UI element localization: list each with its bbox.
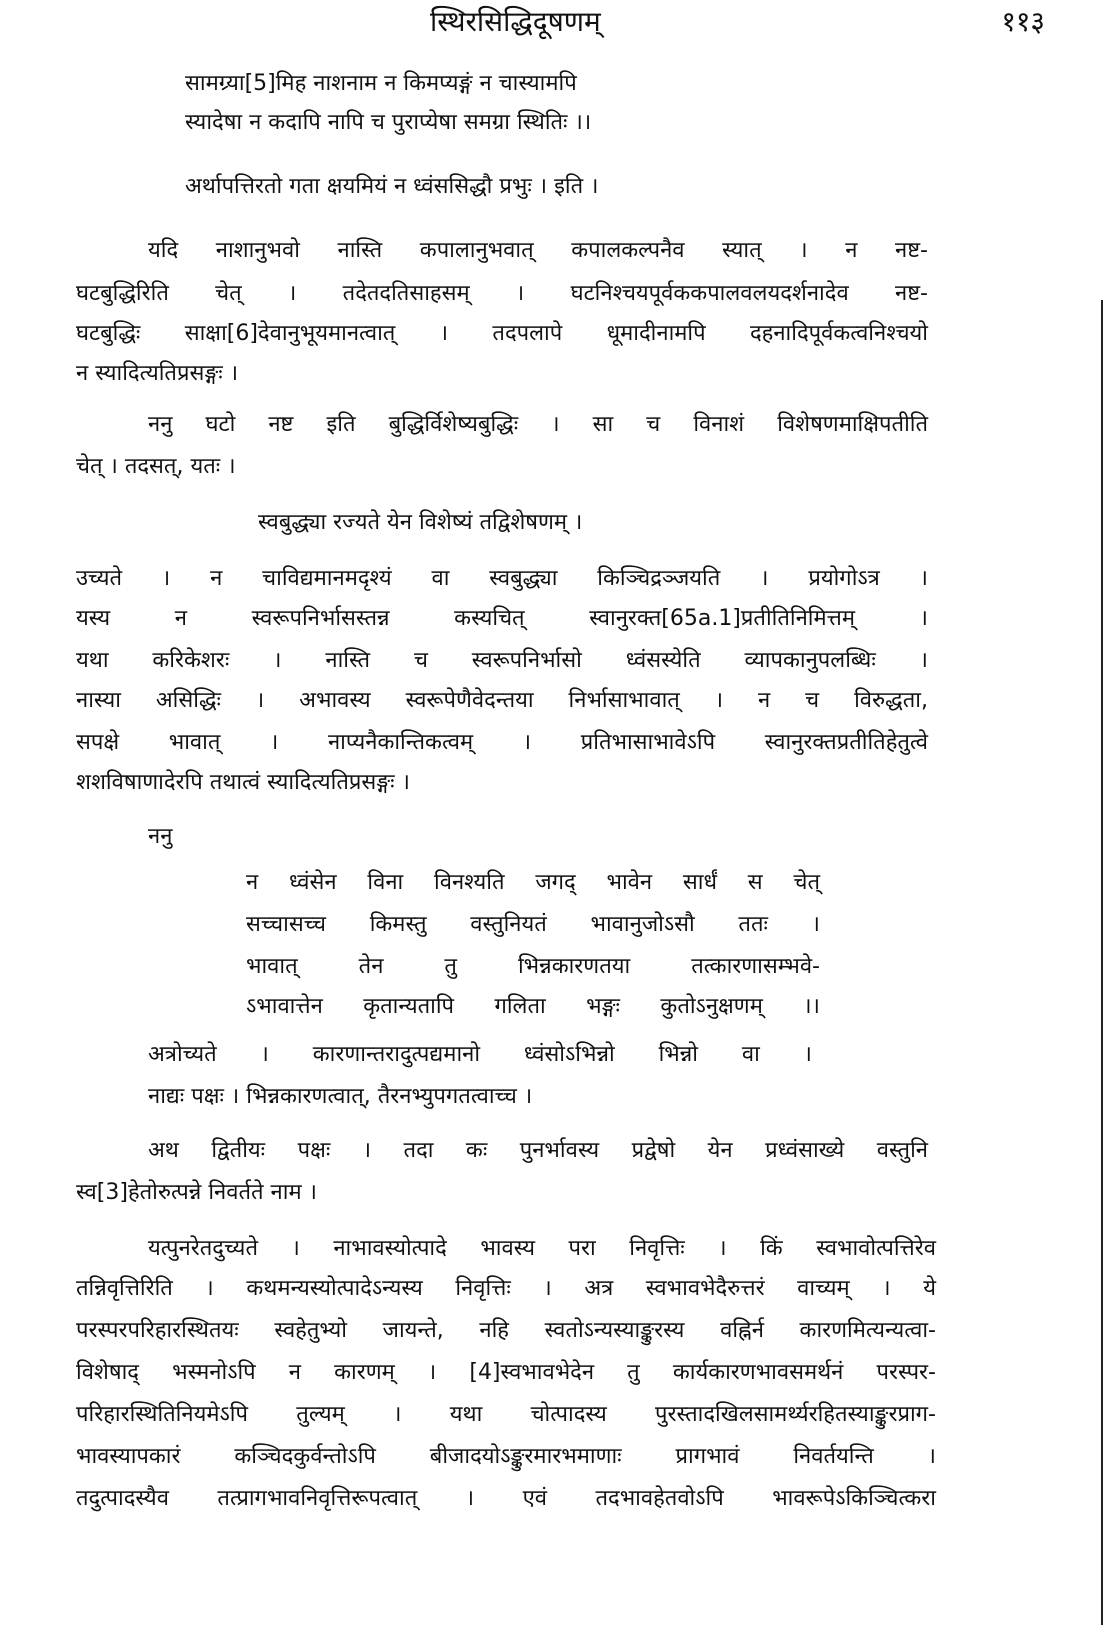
verse2-line-3: भावात् तेन तु भिन्नकारणतया तत्कारणासम्भवे-	[246, 954, 820, 979]
para6-line-6: भावस्यापकारं कञ्चिदकुर्वन्तोऽपि बीजादयोऽङ्कुरमारभमाणाः प्रागभावं निवर्तयन्ति ।	[76, 1444, 936, 1469]
para6-line-1: यत्पुनरेतदुच्यते । नाभावस्योत्पादे भावस्य परा निवृत्तिः । किं स्वभावोत्पत्तिरेव	[148, 1236, 936, 1261]
nanu-label: ननु	[148, 824, 173, 849]
para6-line-2: तन्निवृत्तिरिति । कथमन्यस्योत्पादेऽन्यस्य निवृत्तिः । अत्र स्वभावभेदैरुत्तरं वाच्यम् । ये	[76, 1276, 936, 1301]
para3-line-5: सपक्षे भावात् । नाप्यनैकान्तिकत्वम् । प्रतिभासाभावेऽपि स्वानुरक्तप्रतीतिहेतुत्वे	[76, 730, 928, 755]
para1-line-1: यदि नाशानुभवो नास्ति कपालानुभवात् कपालकल्पनैव स्यात् । न नष्ट-	[148, 238, 928, 263]
para1-line-2: घटबुद्धिरिति चेत् । तदेतदतिसाहसम् । घटनिश्चयपूर्वककपालवलयदर्शनादेव नष्ट-	[76, 281, 928, 306]
page-header-title: स्थिरसिद्धिदूषणम्	[430, 5, 601, 38]
para1-line-4: न स्यादित्यतिप्रसङ्गः ।	[76, 361, 239, 386]
scan-edge-line	[1101, 300, 1103, 1625]
para6-line-5: परिहारस्थितिनियमेऽपि तुल्यम् । यथा चोत्पादस्य पुरस्तादखिलसामर्थ्यरहितस्याङ्कुरप्राग-	[76, 1402, 936, 1427]
page-number: ११३	[1001, 5, 1045, 38]
para2-line-2: चेत् । तदसत्, यतः ।	[76, 454, 236, 479]
para6-line-4: विशेषाद् भस्मनोऽपि न कारणम् । [4]स्वभावभेदेन तु कार्यकारणभावसमर्थनं परस्पर-	[76, 1360, 936, 1385]
para6-line-7: तदुत्पादस्यैव तत्प्रागभावनिवृत्तिरूपत्वात् । एवं तदभावहेतवोऽपि भावरूपेऽकिञ्चित्करा	[76, 1486, 936, 1511]
para3-line-1: उच्यते । न चाविद्यमानमदृश्यं वा स्वबुद्ध्या किञ्चिद्रञ्जयति । प्रयोगोऽत्र ।	[76, 566, 928, 591]
verse1-line-1: सामग्र्या[5]मिह नाशनाम न किमप्यङ्गं न चास्यामपि	[185, 71, 577, 96]
para4-line-1: अत्रोच्यते । कारणान्तरादुत्पद्यमानो ध्वंसोऽभिन्नो भिन्नो वा ।	[148, 1042, 812, 1067]
para3-line-4: नास्या असिद्धिः । अभावस्य स्वरूपेणैवेदन्तया निर्भासाभावात् । न च विरुद्धता,	[76, 688, 928, 713]
quote-line: स्वबुद्ध्या रज्यते येन विशेष्यं तद्विशेषणम् ।	[258, 510, 583, 535]
para3-line-2: यस्य न स्वरूपनिर्भासस्तन्न कस्यचित् स्वानुरक्त[65a.1]प्रतीतिनिमित्तम् ।	[76, 606, 928, 631]
para3-line-3: यथा करिकेशरः । नास्ति च स्वरूपनिर्भासो ध्वंसस्येति व्यापकानुपलब्धिः ।	[76, 648, 928, 673]
verse1-tail: अर्थापत्तिरतो गता क्षयमियं न ध्वंससिद्धौ प्रभुः । इति ।	[185, 174, 599, 199]
para5-line-1: अथ द्वितीयः पक्षः । तदा कः पुनर्भावस्य प्रद्वेषो येन प्रध्वंसाख्ये वस्तुनि	[148, 1138, 928, 1163]
verse2-line-2: सच्चासच्च किमस्तु वस्तुनियतं भावानुजोऽसौ ततः ।	[246, 912, 820, 937]
para6-line-3: परस्परपरिहारस्थितयः स्वहेतुभ्यो जायन्ते, नहि स्वतोऽन्यस्याङ्कुरस्य वह्निर्न कारणमित्यन्यत्वा-	[76, 1318, 936, 1343]
para2-line-1: ननु घटो नष्ट इति बुद्धिर्विशेष्यबुद्धिः । सा च विनाशं विशेषणमाक्षिपतीति	[148, 412, 928, 437]
para5-line-2: स्व[3]हेतोरुत्पन्ने निवर्तते नाम ।	[76, 1180, 317, 1205]
verse2-line-1: न ध्वंसेन विना विनश्यति जगद् भावेन सार्धं स चेत्	[246, 870, 820, 895]
para4-line-2: नाद्यः पक्षः । भिन्नकारणत्वात्, तैरनभ्युपगतत्वाच्च ।	[148, 1084, 533, 1109]
para3-line-6: शशविषाणादेरपि तथात्वं स्यादित्यतिप्रसङ्गः ।	[76, 770, 410, 795]
verse1-line-2: स्यादेषा न कदापि नापि च पुराप्येषा समग्रा स्थितिः ।।	[185, 110, 592, 135]
verse2-line-4: ऽभावात्तेन कृतान्यतापि गलिता भङ्गः कुतोऽनुक्षणम् ।।	[246, 994, 820, 1019]
para1-line-3: घटबुद्धिः साक्षा[6]देवानुभूयमानत्वात् । तदपलापे धूमादीनामपि दहनादिपूर्वकत्वनिश्चयो	[76, 321, 928, 346]
